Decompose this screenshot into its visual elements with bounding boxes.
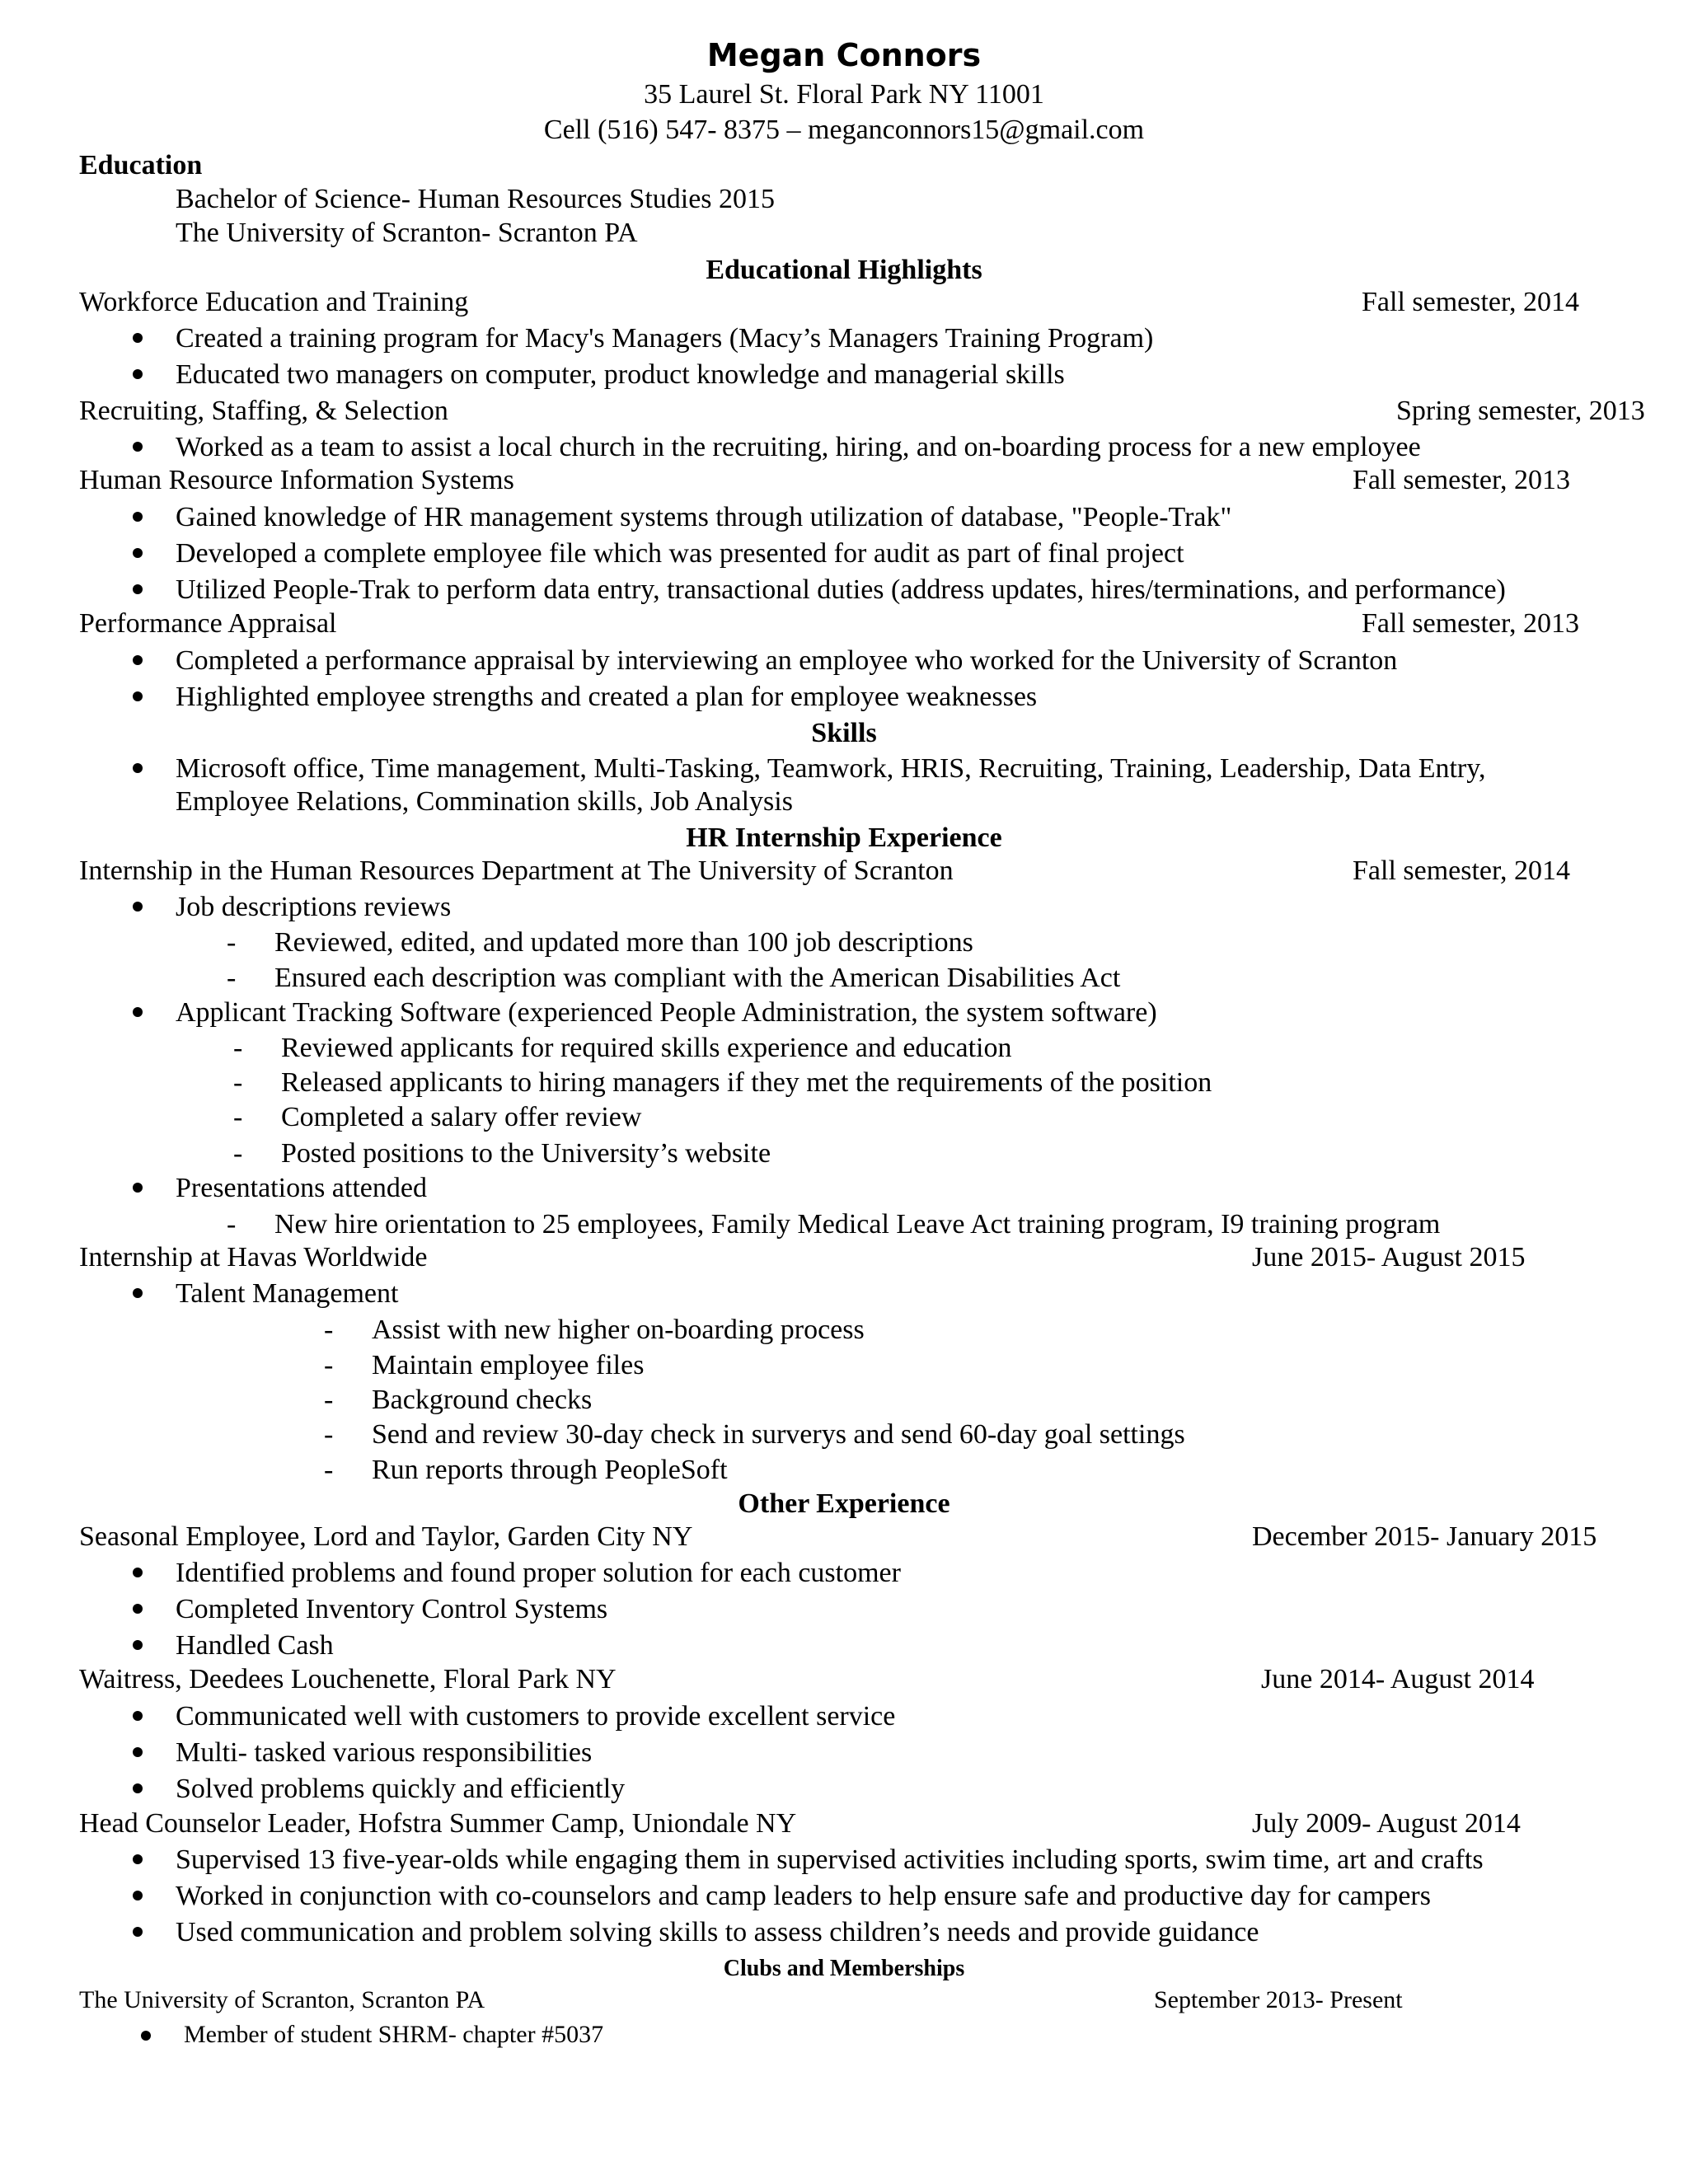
sub-item: - Posted positions to the University’s website <box>281 1140 771 1168</box>
sub-item: - Reviewed applicants for required skills experience and education <box>281 1034 1012 1062</box>
job-date: June 2015- August 2015 <box>1252 1242 1526 1272</box>
course-title: Recruiting, Staffing, & Selection <box>79 396 448 426</box>
address: 35 Laurel St. Floral Park NY 11001 <box>644 79 1044 110</box>
sub-item: - Completed a salary offer review <box>281 1104 641 1132</box>
course-title: Human Resource Information Systems <box>79 465 514 495</box>
list-item: Solved problems quickly and efficiently <box>176 1774 626 1804</box>
resume-name: Megan Connors <box>706 37 982 73</box>
list-item: Completed a performance appraisal by interviewing an employee who worked for the University of Scranton <box>176 645 1398 676</box>
sub-item: - Released applicants to hiring managers if they met the requirements of the position <box>281 1069 1212 1097</box>
clubs-heading: Clubs and Memberships <box>723 1956 965 1981</box>
list-item: Completed Inventory Control Systems <box>176 1594 608 1624</box>
job-title: Internship in the Human Resources Department at The University of Scranton <box>79 855 954 886</box>
sub-item: - New hire orientation to 25 employees, Family Medical Leave Act training program, I9 training program <box>274 1211 1440 1239</box>
degree: Bachelor of Science- Human Resources Studies 2015 <box>176 184 776 214</box>
list-item: Used communication and problem solving skills to assess children’s needs and provide guidance <box>176 1917 1259 1947</box>
club-date: September 2013- Present <box>1154 1986 1403 2013</box>
internship-heading: HR Internship Experience <box>686 823 1002 853</box>
list-item: Talent Management <box>176 1278 399 1309</box>
list-item: Worked in conjunction with co-counselors and camp leaders to help ensure safe and productive day for campers <box>176 1881 1431 1911</box>
course-title: Workforce Education and Training <box>79 287 469 317</box>
job-date: July 2009- August 2014 <box>1252 1808 1521 1839</box>
skills-list-continued: Employee Relations, Commination skills, Job Analysis <box>176 786 793 817</box>
sub-item: - Assist with new higher on-boarding process <box>372 1316 865 1344</box>
course-date: Fall semester, 2013 <box>1362 608 1579 639</box>
list-item: Presentations attended <box>176 1173 427 1203</box>
course-date: Fall semester, 2014 <box>1362 287 1579 317</box>
list-item: Gained knowledge of HR management systems through utilization of database, "People-Trak" <box>176 502 1232 532</box>
club-org: The University of Scranton, Scranton PA <box>79 1986 485 2013</box>
list-item: Worked as a team to assist a local church in the recruiting, hiring, and on-boarding process for a new employee <box>176 432 1421 462</box>
sub-item: - Send and review 30-day check in surverys and send 60-day goal settings <box>372 1421 1185 1449</box>
list-item: Handled Cash <box>176 1630 334 1661</box>
contact-line: Cell (516) 547- 8375 – meganconnors15@gmail.com <box>543 115 1145 145</box>
list-item: Supervised 13 five-year-olds while engaging them in supervised activities including sports, swim time, art and crafts <box>176 1844 1484 1875</box>
skills-list: Microsoft office, Time management, Multi-Tasking, Teamwork, HRIS, Recruiting, Training, Leadership, Data Entry, <box>176 753 1486 784</box>
sub-item: - Run reports through PeopleSoft <box>372 1456 728 1484</box>
highlights-heading: Educational Highlights <box>706 255 982 285</box>
list-item: Communicated well with customers to provide excellent service <box>176 1701 896 1732</box>
job-title: Waitress, Deedees Louchenette, Floral Park NY <box>79 1664 617 1694</box>
list-item: Identified problems and found proper solution for each customer <box>176 1558 901 1588</box>
job-date: December 2015- January 2015 <box>1252 1521 1597 1552</box>
sub-item: - Ensured each description was compliant with the American Disabilities Act <box>274 964 1120 992</box>
list-item: Created a training program for Macy's Managers (Macy’s Managers Training Program) <box>176 323 1154 354</box>
course-date: Fall semester, 2013 <box>1353 465 1570 495</box>
course-date: Spring semester, 2013 <box>1396 396 1645 426</box>
list-item: Educated two managers on computer, product knowledge and managerial skills <box>176 359 1065 390</box>
job-title: Head Counselor Leader, Hofstra Summer Camp, Uniondale NY <box>79 1808 797 1839</box>
list-item: Applicant Tracking Software (experienced People Administration, the system software) <box>176 997 1157 1028</box>
job-title: Internship at Havas Worldwide <box>79 1242 428 1272</box>
skills-heading: Skills <box>811 718 877 748</box>
school: The University of Scranton- Scranton PA <box>176 218 638 248</box>
sub-item: - Background checks <box>372 1386 592 1414</box>
job-date: Fall semester, 2014 <box>1353 855 1570 886</box>
list-item: Highlighted employee strengths and created a plan for employee weaknesses <box>176 682 1038 712</box>
list-item: Member of student SHRM- chapter #5037 <box>184 2021 604 2048</box>
sub-item: - Reviewed, edited, and updated more than 100 job descriptions <box>274 929 973 957</box>
education-heading: Education <box>79 150 203 180</box>
other-heading: Other Experience <box>738 1488 950 1519</box>
list-item: Developed a complete employee file which was presented for audit as part of final project <box>176 538 1184 569</box>
list-item: Multi- tasked various responsibilities <box>176 1737 593 1768</box>
job-date: June 2014- August 2014 <box>1261 1664 1535 1694</box>
list-item: Utilized People-Trak to perform data entry, transactional duties (address updates, hires/terminations, and performance) <box>176 574 1506 605</box>
course-title: Performance Appraisal <box>79 608 337 639</box>
list-item: Job descriptions reviews <box>176 892 452 922</box>
sub-item: - Maintain employee files <box>372 1352 644 1380</box>
job-title: Seasonal Employee, Lord and Taylor, Garden City NY <box>79 1521 693 1552</box>
